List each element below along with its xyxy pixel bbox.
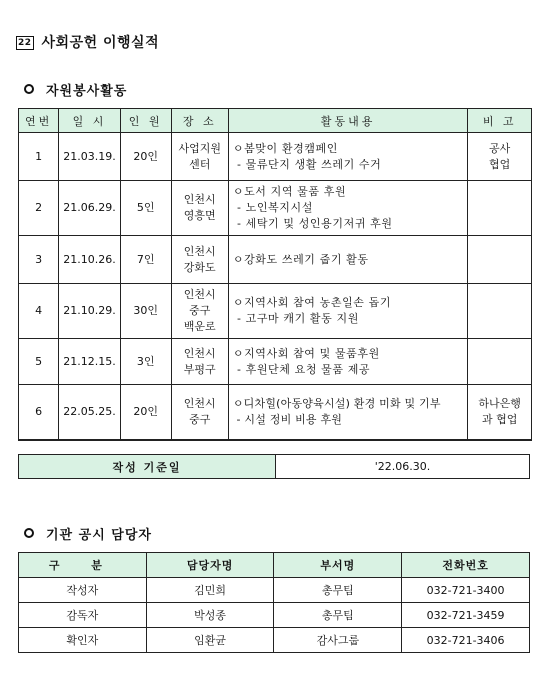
volunteer-header-row [19,109,532,133]
cell-place [171,181,228,236]
cell-people: 3인 [120,339,171,385]
cell-no: 3 [19,236,59,284]
place-line: 인천시 [183,193,216,206]
cell-date: 21.12.15. [59,339,120,385]
section-number: 22 [18,38,32,48]
table-row [19,236,532,284]
cell-role: 감독자 [19,603,147,628]
note-line: 하나은행 [478,397,521,410]
disclosure-header-row [19,553,530,578]
cell-note [468,385,532,441]
basis-date-table [18,454,530,479]
activity-line: ㅇ봄맞이 환경캠페인 [232,141,338,155]
activity-line: - 시설 정비 비용 후원 [232,413,343,426]
table-row [19,603,530,628]
table-bottom-rule [19,440,532,445]
col-header-no: 연번 [19,109,59,133]
cell-place [171,133,228,181]
disclosure-heading [24,524,152,543]
cell-no: 1 [19,133,59,181]
table-row [19,133,532,181]
cell-role: 확인자 [19,628,147,653]
cell-phone: 032-721-3400 [402,578,530,603]
activity-line: - 후원단체 요청 물품 제공 [232,362,371,376]
col-header-note: 비 고 [468,109,532,133]
cell-dept: 총무팀 [274,603,402,628]
activity-line: ㅇ도서 지역 물품 후원 [232,185,347,198]
place-line: 중구 [189,413,211,426]
cell-date: 21.10.26. [59,236,120,284]
cell-name: 박성종 [146,603,274,628]
section-title-text: 사회공헌 이행실적 [41,35,160,51]
cell-place [171,385,228,441]
table-row [19,628,530,653]
note-line: 협업 [489,157,511,171]
cell-place [171,284,228,339]
note-line: 과 협업 [482,413,518,426]
disclosure-table [18,552,530,653]
cell-phone: 032-721-3459 [402,603,530,628]
table-row [19,284,532,339]
cell-note [468,181,532,236]
place-line: 인천시 [183,346,216,360]
activity-line: - 세탁기 및 성인용기저귀 후원 [232,217,393,230]
cell-no: 4 [19,284,59,339]
place-line: 인천시 [183,397,216,410]
bottom-rule-cell [19,440,532,445]
cell-date: 22.05.25. [59,385,120,441]
table-row [19,385,532,441]
activity-line: - 물류단지 생활 쓰레기 수거 [232,157,382,171]
cell-name: 임환균 [146,628,274,653]
cell-place [171,236,228,284]
col-header-activity: 활동내용 [228,109,468,133]
basis-value: '22.06.30. [276,455,530,479]
place-line: 사업지원 [178,141,221,155]
volunteer-heading-text: 자원봉사활동 [46,84,128,99]
section-title [16,32,159,52]
place-line: 백운로 [183,320,216,333]
basis-row [19,455,530,479]
place-line: 중구 [189,304,211,317]
cell-role: 작성자 [19,578,147,603]
cell-note [468,133,532,181]
col-header-name: 담당자명 [146,553,274,578]
activity-line: ㅇ강화도 쓰레기 줍기 활동 [232,252,369,266]
cell-people: 20인 [120,133,171,181]
cell-phone: 032-721-3406 [402,628,530,653]
place-line: 인천시 [183,288,216,301]
cell-activity [228,236,468,284]
volunteer-heading [24,80,127,99]
cell-note [468,236,532,284]
cell-dept: 총무팀 [274,578,402,603]
cell-people: 30인 [120,284,171,339]
col-header-place: 장 소 [171,109,228,133]
cell-people: 5인 [120,181,171,236]
activity-line: - 노인복지시설 [232,201,313,214]
cell-people: 20인 [120,385,171,441]
cell-name: 김민희 [146,578,274,603]
cell-no: 2 [19,181,59,236]
cell-activity [228,133,468,181]
activity-line: ㅇ지역사회 참여 및 물품후원 [232,346,380,360]
table-row [19,181,532,236]
volunteer-table [18,108,532,445]
cell-activity [228,181,468,236]
circle-bullet-icon [24,84,34,94]
place-line: 영흥면 [183,209,216,222]
cell-place [171,339,228,385]
cell-note [468,284,532,339]
place-line: 인천시 [183,244,216,258]
place-line: 강화도 [183,260,216,274]
cell-dept: 감사그룹 [274,628,402,653]
table-row [19,578,530,603]
activity-line: - 고구마 캐기 활동 지원 [232,312,359,325]
cell-note [468,339,532,385]
cell-date: 21.03.19. [59,133,120,181]
disclosure-heading-text: 기관 공시 담당자 [46,528,152,543]
col-header-dept: 부서명 [274,553,402,578]
cell-no: 5 [19,339,59,385]
cell-activity [228,284,468,339]
circle-bullet-icon [24,528,34,538]
note-line: 공사 [489,141,511,155]
col-header-role: 구 분 [19,553,147,578]
col-header-date: 일 시 [59,109,120,133]
cell-activity [228,385,468,441]
basis-label: 작성 기준일 [19,455,276,479]
place-line: 부평구 [183,362,216,376]
col-header-people: 인 원 [120,109,171,133]
cell-date: 21.06.29. [59,181,120,236]
place-line: 센터 [189,157,211,171]
col-header-phone: 전화번호 [402,553,530,578]
activity-line: ㅇ지역사회 참여 농촌일손 돕기 [232,296,392,309]
cell-activity [228,339,468,385]
activity-line: ㅇ디차힐(아동양육시설) 환경 미화 및 기부 [232,397,441,410]
cell-no: 6 [19,385,59,441]
cell-people: 7인 [120,236,171,284]
cell-date: 21.10.29. [59,284,120,339]
table-row [19,339,532,385]
